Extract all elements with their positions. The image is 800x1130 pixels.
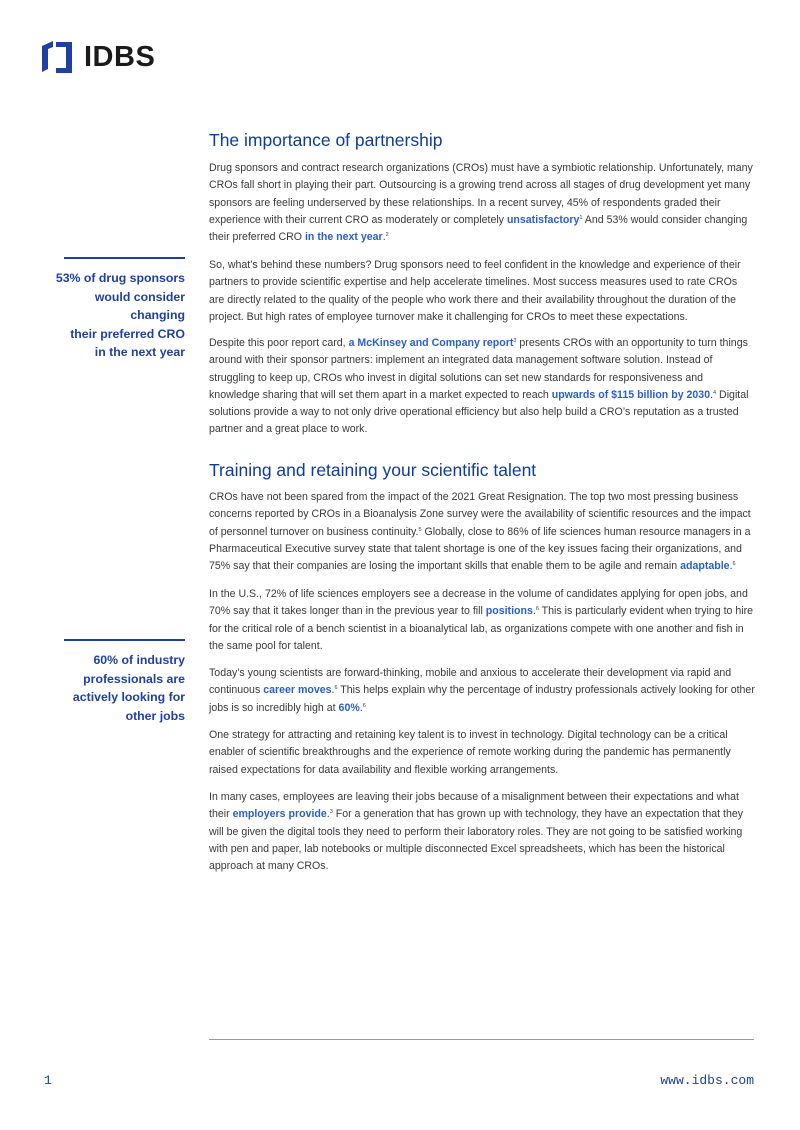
pull-quote — [40, 257, 185, 362]
link-career-moves[interactable]: career moves — [263, 684, 332, 697]
section-partnership — [209, 130, 755, 151]
paragraph-text: In the U.S., 72% of life sciences employers see a decrease in the volume of candidates applying for open jobs, and 70% say that it takes longer than in the previous year to fill positions.$^6$ This is particularly evident when trying to hire for the critical role of a bench scientist in a bioanalytical lab, as organizations compete with one another and fish in the same pool for talent. — [209, 588, 754, 652]
paragraph — [209, 727, 755, 779]
pull-quote-rule — [64, 257, 185, 259]
footer-url-link[interactable]: www.idbs.com — [660, 1073, 754, 1088]
paragraph — [209, 789, 755, 875]
link-115-billion[interactable]: upwards of $115 billion by 2030 — [551, 388, 711, 401]
footer-divider — [209, 1039, 754, 1040]
paragraph — [209, 160, 755, 246]
paragraph-text: So, what’s behind these numbers? Drug sponsors need to feel confident in the knowledge and experience of their partners to provide scientific expertise and help accelerate timelines. Most success measures used to rate CROs are directly related to the quality of the people who work there and their availability throughout the duration of the project. But high rates of employee turnover make it challenging for CROs to meet these expectations. — [209, 259, 741, 323]
idbs-logo — [38, 38, 155, 76]
link-adaptable[interactable]: adaptable — [680, 560, 730, 573]
link-positions[interactable]: positions — [485, 605, 533, 618]
paragraph-text: In many cases, employees are leaving their jobs because of a misalignment between their expectations and what their employers provide.$^3$ For a generation that has grown up with technology, they have an expectation that they will be given the digital tools they need to perform their laboratory roles. They are not going to be satisfied working with pen and paper, lab notebooks or multiple disconnected Excel spreadsheets, which has been the historical approach at many CROs. — [209, 791, 744, 873]
paragraph — [209, 586, 755, 655]
paragraph — [209, 665, 755, 717]
pull-quote-text: 60% of industry professionals are actively looking for other jobs — [72, 653, 185, 723]
paragraph — [209, 489, 755, 575]
paragraph-text: Today’s young scientists are forward-thinking, mobile and anxious to accelerate their development via rapid and continuous career moves.$^6$ This helps explain why the percentage of industry professionals actively looking for other jobs is so incredibly high at 60%.$^6$ — [209, 667, 755, 714]
paragraph-text: One strategy for attracting and retaining key talent is to invest in technology. Digital technology can be a critical enabler of scientific breakthroughs and the experience of remote working during the pandemic has permanently raised expectations for data availability and flexible working arrangements. — [209, 729, 731, 776]
section-heading: The importance of partnership — [209, 130, 443, 150]
paragraph-text: CROs have not been spared from the impact of the 2021 Great Resignation. The top two most pressing business concerns reported by CROs in a Bioanalysis Zone survey were the availability of scientific resources and the impact of personnel turnover on business continuity.$^5$ Globally, close to 86% of life sciences human resource managers in a Pharmaceutical Executive survey state that talent shortage is one of the key issues facing their organizations, and 75% say that their companies are losing the important skills that enable them to be agile and remain adaptable.$^6$ — [209, 491, 751, 573]
paragraph — [209, 257, 755, 326]
link-mckinsey-report[interactable]: a McKinsey and Company report — [348, 337, 514, 349]
link-unsatisfactory[interactable]: unsatisfactory — [506, 213, 580, 226]
paragraph — [209, 335, 755, 439]
section-talent — [209, 460, 755, 481]
pull-quote-text: 53% of drug sponsors would consider changing their preferred CRO in the next year — [55, 271, 185, 360]
link-employers-provide[interactable]: employers provide — [232, 808, 327, 821]
page-number: 1 — [44, 1073, 52, 1088]
paragraph-text: Drug sponsors and contract research organizations (CROs) must have a symbiotic relationship. Unfortunately, many CROs fall short in playing their part. Outsourcing is a growing trend across all stages of drug development yet many sponsors are feeling underserved by these relationships. In a recent survey, 45% of respondents graded their experience with their current CRO as moderately or completely unsatisfactory$^1$ And 53% would consider changing their preferred CRO in the next year.$^2$ — [209, 162, 753, 244]
link-next-year[interactable]: in the next year — [304, 231, 383, 244]
pull-quote — [40, 639, 185, 725]
paragraph-text: Despite this poor report card, a McKinsey and Company report$^3$ presents CROs with an opportunity to turn things around with their sponsor partners: implement an integrated data management software solution. Instead of struggling to keep up, CROs who invest in digital solutions can set new standards for responsiveness and knowledge sharing that will set them apart in a market expected to reach upwards of $115 billion by 2030.$^4$ Digital solutions provide a way to not only drive operational efficiency but also help build a CRO’s reputation as a trusted partner and a great place to work. — [209, 337, 749, 436]
pull-quote-rule — [64, 639, 185, 641]
logo-text: IDBS — [84, 40, 156, 73]
section-heading: Training and retaining your scientific talent — [209, 460, 537, 480]
link-60-percent[interactable]: 60% — [338, 701, 360, 714]
bracket-logo-icon — [38, 38, 76, 76]
